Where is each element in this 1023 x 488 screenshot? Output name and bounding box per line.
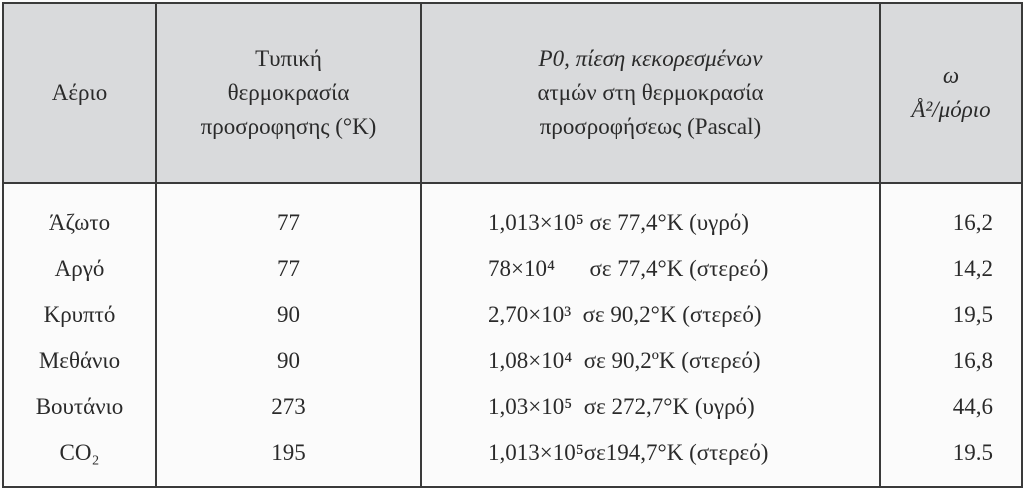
cell-pressure: 1,08×10⁴ σε 90,2ºK (στερεό) bbox=[421, 338, 880, 384]
cell-temp: 77 bbox=[156, 183, 421, 246]
header-saturated-vapor-pressure bbox=[421, 3, 880, 183]
header-molecular-area bbox=[880, 3, 1022, 183]
cell-pressure: 1,013×10⁵ σε 77,4°K (υγρό) bbox=[421, 183, 880, 246]
cell-pressure: 1,03×10⁵ σε 272,7°K (υγρό) bbox=[421, 384, 880, 430]
cell-gas: CO₂ bbox=[3, 430, 156, 487]
cell-gas: Κρυπτό bbox=[3, 292, 156, 338]
table-body bbox=[3, 183, 1022, 487]
cell-gas: Άζωτο bbox=[3, 183, 156, 246]
header-gas: Αέριο bbox=[3, 3, 156, 183]
header-press-line3: προσροφήσεως (Pascal) bbox=[539, 114, 762, 139]
header-omega-line2: Å²/μόριο bbox=[911, 97, 991, 122]
header-adsorption-temperature bbox=[156, 3, 421, 183]
cell-temp: 195 bbox=[156, 430, 421, 487]
cell-pressure: 1,013×10⁵σε194,7°K (στερεό) bbox=[421, 430, 880, 487]
header-temp-line2: θερμοκρασία bbox=[227, 80, 350, 105]
cell-omega: 16,8 bbox=[880, 338, 1022, 384]
adsorption-gases-table bbox=[2, 2, 1023, 488]
cell-gas: Βουτάνιο bbox=[3, 384, 156, 430]
header-omega-line1: ω bbox=[942, 63, 960, 88]
header-row bbox=[3, 3, 1022, 183]
header-temp-line1: Τυπική bbox=[255, 46, 322, 71]
table-row bbox=[3, 384, 1022, 430]
table-header bbox=[3, 3, 1022, 183]
cell-temp: 273 bbox=[156, 384, 421, 430]
table-row bbox=[3, 292, 1022, 338]
cell-gas: Μεθάνιο bbox=[3, 338, 156, 384]
header-press-line2: ατμών στη θερμοκρασία bbox=[537, 80, 764, 105]
cell-omega: 19.5 bbox=[880, 430, 1022, 487]
cell-pressure: 2,70×10³ σε 90,2°K (στερεό) bbox=[421, 292, 880, 338]
cell-omega: 14,2 bbox=[880, 246, 1022, 292]
cell-pressure: 78×10⁴ σε 77,4°K (στερεό) bbox=[421, 246, 880, 292]
table-row bbox=[3, 183, 1022, 246]
cell-temp: 90 bbox=[156, 292, 421, 338]
cell-omega: 44,6 bbox=[880, 384, 1022, 430]
table-row bbox=[3, 338, 1022, 384]
table-row bbox=[3, 430, 1022, 487]
cell-temp: 90 bbox=[156, 338, 421, 384]
cell-gas: Αργό bbox=[3, 246, 156, 292]
cell-omega: 19,5 bbox=[880, 292, 1022, 338]
cell-omega: 16,2 bbox=[880, 183, 1022, 246]
table-row bbox=[3, 246, 1022, 292]
header-temp-line3: προσροφησης (°K) bbox=[200, 114, 377, 139]
header-press-line1: P0, πίεση κεκορεσμένων bbox=[538, 46, 763, 71]
cell-temp: 77 bbox=[156, 246, 421, 292]
